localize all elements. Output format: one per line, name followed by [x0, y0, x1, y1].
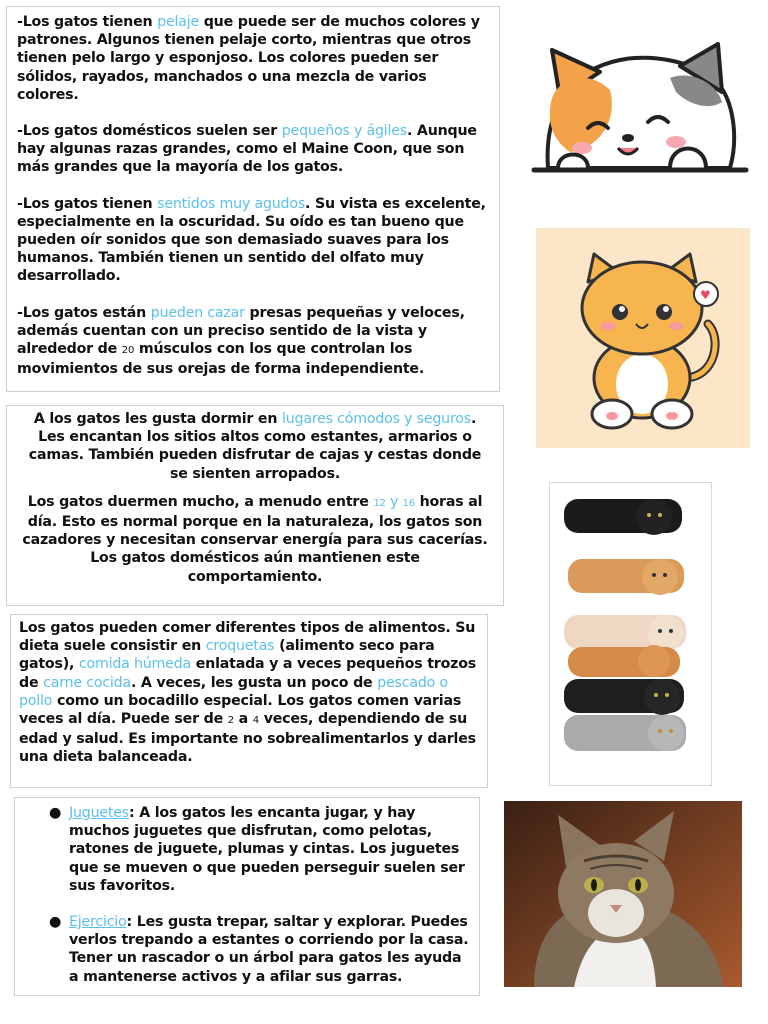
kitten-orange-1 — [568, 559, 684, 595]
svg-text:♥: ♥ — [700, 288, 711, 302]
diet-text-box — [10, 614, 488, 788]
paragraph-sleep-hours: Los gatos duermen mucho, a menudo entre 12 y 16 horas al día. Esto es normal porque en la naturaleza, los gatos son cazadores y necesitan conservar energía para sus cacerías. Los gatos domésticos aún mantienen este comportamiento. — [22, 493, 488, 585]
bullet-icon: ● — [49, 805, 62, 821]
paragraph-sleep-places: A los gatos les gusta dormir en lugares cómodos y seguros. Les encantan los sitios altos como estantes, armarios o camas. También pueden disfrutar de cajas y cestas donde se sienten arropados. — [28, 411, 482, 482]
highlight-sleep-places: lugares cómodos y seguros — [281, 411, 471, 427]
activities-text-box — [14, 797, 480, 996]
kitten-black-1 — [564, 499, 682, 535]
kitten-black-2 — [564, 679, 684, 715]
paragraph-diet: Los gatos pueden comer diferentes tipos de alimentos. Su dieta suele consistir en croquetas (alimento seco para gatos), comida húmeda enlatada y a veces pequeños trozos de carne cocida. A veces, les gusta un poco de pescado o pollo como un bocadillo especial. Los gatos comen varias veces al día. Puede ser de 2 a 4 veces, dependiendo de su edad y salud. Es importante no sobrealimentarlos y darles una dieta balanceada. — [19, 620, 476, 766]
link-juguetes[interactable]: Juguetes — [69, 805, 129, 821]
cartoon-peeking-cat-image — [530, 30, 750, 190]
paragraph-senses: -Los gatos tienen sentidos muy agudos. Su vista es excelente, especialmente en la oscuridad. Su oído es tan bueno que pueden oír sonidos que son demasiado suaves para los humanos. También tienen un sentido del olfato muy desarrollado. — [17, 195, 486, 285]
list-item-exercise: ● Ejercicio: Les gusta trepar, saltar y explorar. Puedes verlos trepando a estantes o corriendo por la casa. Tener un rascador o un árbol para gatos les ayuda a mantenerse activos y a afilar sus garras. — [49, 914, 469, 985]
sleep-text-box — [6, 405, 504, 606]
highlight-senses: sentidos muy agudos — [157, 195, 306, 212]
highlight-size: pequeños y ágiles — [281, 123, 407, 140]
highlight-pelaje: pelaje — [157, 14, 199, 30]
bullet-icon: ● — [49, 914, 62, 931]
kitten-gray — [564, 715, 686, 751]
tabby-cat-photo — [504, 801, 742, 987]
paragraph-pelaje: -Los gatos tienen pelaje que puede ser de muchos colores y patrones. Algunos tienen pelaje corto, mientras que otros tienen pelo largo y esponjoso. Los colores pueden ser sólidos, rayados, manchados o una mezcla de varios colores. — [17, 14, 480, 103]
activities-list — [15, 804, 469, 986]
highlight-hunting: pueden cazar — [150, 304, 245, 321]
list-item-toys: ● Juguetes: A los gatos les encanta jugar, y hay muchos juguetes que disfrutan, como pelotas, ratones de juguete, plumas y cintas. Los juguetes que se mueven o que pueden perseguir suelen ser sus favoritos. — [49, 805, 465, 894]
cartoon-sitting-cat-image — [536, 228, 750, 448]
link-ejercicio[interactable]: Ejercicio — [69, 914, 127, 931]
paragraph-size: -Los gatos domésticos suelen ser pequeños y ágiles. Aunque hay algunas razas grandes, como el Maine Coon, que son más grandes que la mayoría de los gatos. — [17, 123, 477, 176]
kittens-row-photo — [549, 482, 712, 786]
paragraph-hunting: -Los gatos están pueden cazar presas pequeñas y veloces, además cuentan con un preciso sentido de la vista y alrededor de 20 músculos con los que controlan los movimientos de sus orejas de forma independiente. — [17, 304, 465, 378]
kitten-orange-2 — [568, 645, 680, 677]
features-text-box — [6, 6, 500, 392]
kitten-cream — [564, 615, 686, 651]
